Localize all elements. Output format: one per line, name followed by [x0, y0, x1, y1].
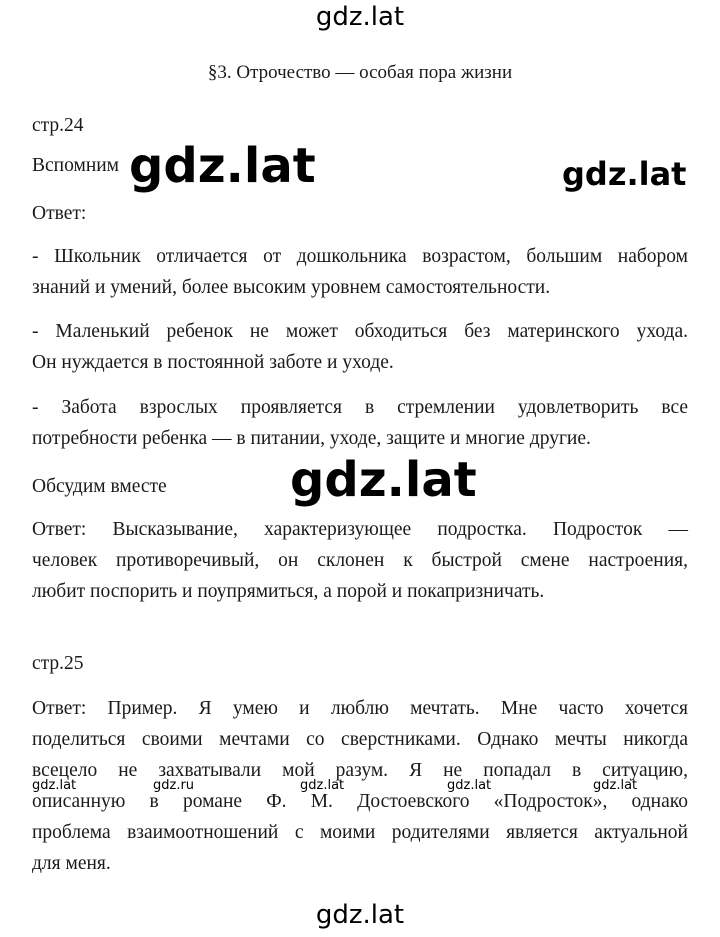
paragraph-1	[32, 241, 688, 303]
remember-heading: Вспомним	[32, 155, 120, 176]
section-title: §3. Отрочество — особая пора жизни	[207, 62, 513, 83]
paragraph-line: всецело не захватывали мой разум. Я не попадал в ситуацию,	[32, 760, 688, 781]
paragraph-2	[32, 316, 688, 378]
watermark-bottom: gdz.lat	[315, 900, 405, 930]
watermark-small: gdz.lat	[32, 778, 77, 793]
paragraph-3	[32, 392, 688, 454]
paragraph-line: любит поспорить и поупрямиться, а порой и покапризничать.	[32, 581, 545, 602]
discuss-heading: Обсудим вместе	[32, 476, 167, 497]
paragraph-5	[32, 693, 688, 879]
paragraph-line: проблема взаимоотношений с моими родителями является актуальной	[32, 822, 688, 843]
paragraph-line: описанную в романе Ф. М. Достоевского «Подросток», однако	[32, 791, 688, 812]
answer-label: Ответ:	[32, 203, 87, 224]
watermark-top: gdz.lat	[315, 2, 405, 32]
paragraph-line: - Школьник отличается от дошкольника возрастом, большим набором	[32, 246, 688, 267]
watermark-small: gdz.lat	[447, 778, 492, 793]
watermark-small: gdz.lat	[593, 778, 638, 793]
paragraph-line: Он нуждается в постоянной заботе и уходе.	[32, 352, 394, 373]
paragraph-line: Ответ: Пример. Я умею и люблю мечтать. Мне часто хочется	[32, 698, 688, 719]
watermark-large: gdz.lat	[129, 138, 316, 194]
paragraph-line: для меня.	[32, 853, 111, 874]
watermark-small: gdz.lat	[300, 778, 345, 793]
paragraph-line: поделиться своими мечтами со сверстниками. Однако мечты никогда	[32, 729, 688, 750]
paragraph-4	[32, 514, 688, 607]
paragraph-line: человек противоречивый, он склонен к быстрой смене настроения,	[32, 550, 688, 571]
page-number-24: стр.24	[32, 115, 84, 136]
paragraph-line: - Маленький ребенок не может обходиться без материнского ухода.	[32, 321, 688, 342]
paragraph-line: потребности ребенка — в питании, уходе, защите и многие другие.	[32, 428, 591, 449]
paragraph-line: знаний и умений, более высоким уровнем самостоятельности.	[32, 277, 551, 298]
watermark-small: gdz.ru	[153, 778, 195, 793]
watermark-large: gdz.lat	[290, 452, 477, 508]
paragraph-line: Ответ: Высказывание, характеризующее подростка. Подросток —	[32, 519, 688, 540]
paragraph-line: - Забота взрослых проявляется в стремлении удовлетворить все	[32, 397, 688, 418]
watermark-large: gdz.lat	[562, 155, 687, 193]
page-number-25: стр.25	[32, 653, 84, 674]
